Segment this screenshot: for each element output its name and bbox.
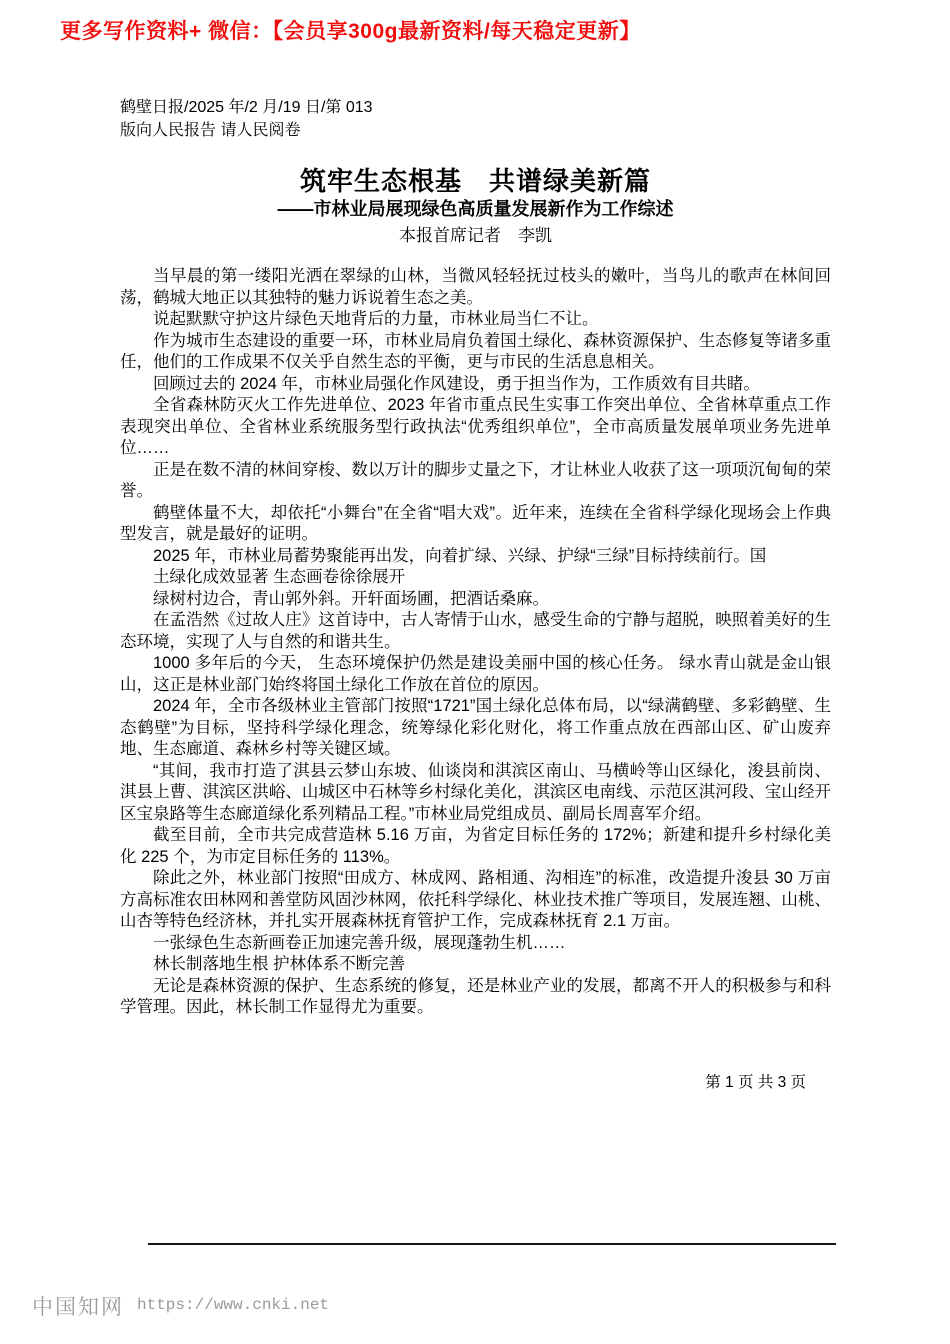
- article-paragraph: 林长制落地生根 护林体系不断完善: [153, 955, 406, 973]
- article-paragraph: 无论是森林资源的保护、生态系统的修复，还是林业产业的发展，都离不开人的积极参与和科学管理。因此，林长制工作显得尤为重要。: [120, 976, 831, 1016]
- promo-banner-text: 更多写作资料+ 微信：【会员享300g最新资料/每天稳定更新】: [60, 20, 641, 43]
- cnki-watermark-logo: 中国知网: [32, 1295, 124, 1319]
- article-paragraph: 正是在数不清的林间穿梭、数以万计的脚步丈量之下，才让林业人收获了这一项项沉甸甸的荣誉。: [120, 460, 831, 500]
- page-indicator: 第 1 页 共 3 页: [705, 1074, 806, 1091]
- article-paragraph: 2025 年，市林业局蓄势聚能再出发，向着扩绿、兴绿、护绿“三绿”目标持续前行。国: [153, 546, 767, 565]
- cnki-watermark-url[interactable]: https://www.cnki.net: [137, 1296, 330, 1314]
- newspaper-source-line: 鹤壁日报/2025 年/2 月/19 日/第 013: [120, 99, 373, 116]
- article-paragraph: 作为城市生态建设的重要一环，市林业局肩负着国土绿化、森林资源保护、生态修复等诸多重任，他们的工作成果不仅关乎自然生态的平衡，更与市民的生活息息相关。: [120, 331, 831, 371]
- article-paragraph: 全省森林防灭火工作先进单位、2023 年省市重点民生实事工作突出单位、全省林草重点工作表现突出单位、全省林业系统服务型行政执法“优秀组织单位”，全市高质量发展单项业务先进单位……: [120, 396, 831, 457]
- article-paragraph: 回顾过去的 2024 年，市林业局强化作风建设，勇于担当作为，工作质效有目共睹。: [153, 374, 760, 393]
- article-paragraph: 鹤壁体量不大，却依托“小舞台”在全省“唱大戏”。近年来，连续在全省科学绿化现场会上作典型发言，就是最好的证明。: [120, 503, 831, 543]
- article-paragraph: 说起默默守护这片绿色天地背后的力量，市林业局当仁不让。: [153, 310, 599, 328]
- article-paragraph: 土绿化成效显著 生态画卷徐徐展开: [153, 568, 406, 586]
- newspaper-edition-line: 版向人民报告 请人民阅卷: [120, 122, 301, 139]
- article-paragraph: 1000 多年后的今天， 生态环境保护仍然是建设美丽中国的核心任务。 绿水青山就是金山银山，这正是林业部门始终将国土绿化工作放在首位的原因。: [120, 654, 831, 694]
- article-paragraph: 2024 年，全市各级林业主管部门按照“1721”国土绿化总体布局，以“绿满鹤壁、多彩鹤壁、生态鹤壁”为目标，坚持科学绿化理念，统筹绿化彩化财化，将工作重点放在西部山区、矿山废弃地、生态廊道、森林乡村等关键区域。: [120, 697, 831, 758]
- article-paragraph: 截至目前，全市共完成营造林 5.16 万亩，为省定目标任务的 172%；新建和提升乡村绿化美化 225 个，为市定目标任务的 113%。: [120, 826, 831, 866]
- article-body: [120, 266, 831, 1019]
- article-paragraph: 绿树村边合，青山郭外斜。开轩面场圃，把酒话桑麻。: [153, 589, 549, 608]
- article-paragraph: “其间，我市打造了淇县云梦山东坡、仙谈岗和淇滨区南山、马横岭等山区绿化，浚县前岗、淇县上曹、淇滨区洪峪、山城区中石林等乡村绿化美化，淇滨区电南线、示范区淇河段、宝山经开区宝泉路等生态廊道绿化系列精品工程。”市林业局党组成员、副局长周喜军介绍。: [120, 761, 831, 823]
- article-byline: 本报首席记者 李凯: [399, 226, 552, 245]
- article-subtitle: ——市林业局展现绿色高质量发展新作为工作综述: [277, 198, 674, 219]
- footer-divider: [148, 1243, 836, 1245]
- article-paragraph: 一张绿色生态新画卷正加速完善升级，展现蓬勃生机……: [153, 933, 566, 952]
- article-paragraph: 在孟浩然《过故人庄》这首诗中，古人寄情于山水，感受生命的宁静与超脱，映照着美好的生态环境，实现了人与自然的和谐共生。: [120, 611, 831, 651]
- article-paragraph: 当早晨的第一缕阳光洒在翠绿的山林，当微风轻轻抚过枝头的嫩叶，当鸟儿的歌声在林间回荡，鹤城大地正以其独特的魅力诉说着生态之美。: [120, 267, 831, 307]
- article-paragraph: 除此之外，林业部门按照“田成方、林成网、路相通、沟相连”的标准，改造提升浚县 30 万亩方高标准农田林网和善堂防风固沙林网，依托科学绿化、林业技术推广等项目，发展连翘、山桃、山杏等特色经济林，并扎实开展森林抚育管护工作，完成森林抚育 2.1 万亩。: [120, 869, 831, 930]
- article-title: 筑牢生态根基 共谱绿美新篇: [299, 166, 651, 197]
